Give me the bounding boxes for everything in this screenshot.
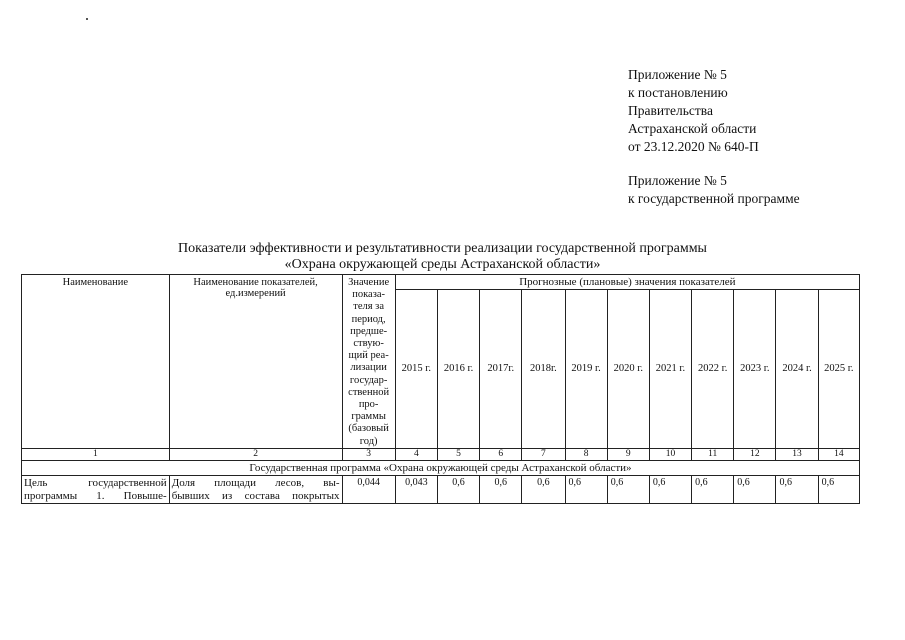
header-base-line: теля за [353,301,384,313]
appendix-line: к постановлению [628,85,728,100]
header-year: 2020 г. [607,290,649,449]
header-base-line: лизации [350,362,387,374]
header-year: 2024 г. [776,290,818,449]
row-value: 0,6 [734,475,776,503]
row-goal [22,475,170,503]
row-value: 0,6 [649,475,691,503]
row-indicator-line: Доля площади лесов, вы- [171,476,340,489]
row-value: 0,6 [692,475,734,503]
column-number: 13 [776,448,818,460]
document-title: Показатели эффективности и результативности реализации государственной программы [178,241,707,256]
header-base-line: (базовый [348,423,389,435]
row-indicator [169,475,342,503]
header-year: 2018г. [522,290,565,449]
appendix-line: Правительства [628,103,713,118]
header-base-line: ствую- [353,338,384,350]
column-number: 8 [565,448,607,460]
header-year: 2021 г. [649,290,691,449]
column-number: 7 [522,448,565,460]
header-year: 2019 г. [565,290,607,449]
header-base-line: год) [359,435,378,447]
column-number: 11 [692,448,734,460]
row-value: 0,6 [607,475,649,503]
header-base-line: граммы [351,411,386,423]
header-row [22,275,860,290]
column-number: 6 [480,448,522,460]
header-name: Наименование [22,275,170,449]
header-year: 2017г. [480,290,522,449]
row-value: 0,6 [437,475,479,503]
column-number: 12 [734,448,776,460]
row-value: 0,6 [522,475,565,503]
header-base-line: про- [358,399,379,411]
column-number: 1 [22,448,170,460]
appendix-line: Приложение № 5 [628,173,727,188]
appendix-line: к государственной программе [628,191,800,206]
program-row [22,460,860,475]
column-number: 14 [818,448,859,460]
header-year: 2015 г. [395,290,437,449]
row-goal-line: программы 1. Повыше- [24,489,167,502]
row-goal-line: Цель государственной [24,476,167,489]
column-number: 5 [437,448,479,460]
header-base-line: период, [351,313,386,325]
appendix-program-header [628,172,800,208]
header-base-line: щий реа- [348,350,389,362]
row-base-value: 0,044 [342,475,395,503]
row-indicator-line: бывших из состава покрытых [171,489,340,502]
header-base-line: показа- [352,289,386,301]
header-indicator: Наименование показателей, ед.измерений [169,275,342,449]
row-value: 0,043 [395,475,437,503]
header-base-line: Значение [348,277,390,288]
header-base-line: ственной [348,386,390,398]
column-number: 9 [607,448,649,460]
appendix-line: Астраханской области [628,121,757,136]
table-row [22,475,860,503]
program-name: Государственная программа «Охрана окружающей среды Астраханской области» [22,460,860,475]
column-number: 3 [342,448,395,460]
header-base-line: государ- [349,374,388,386]
header-base-line: предше- [350,325,388,337]
column-number-row [22,448,860,460]
appendix-line: от 23.12.2020 № 640-П [628,139,759,154]
scan-speck [86,18,88,20]
header-year: 2023 г. [734,290,776,449]
appendix-line: Приложение № 5 [628,67,727,82]
header-forecast: Прогнозные (плановые) значения показателей [395,275,859,290]
row-value: 0,6 [565,475,607,503]
header-year: 2025 г. [818,290,859,449]
column-number: 2 [169,448,342,460]
header-year: 2022 г. [692,290,734,449]
row-value: 0,6 [480,475,522,503]
header-base-value [342,275,395,449]
column-number: 10 [649,448,691,460]
appendix-header [628,66,759,156]
column-number: 4 [395,448,437,460]
header-year: 2016 г. [437,290,479,449]
indicators-table [21,274,860,504]
document-subtitle: «Охрана окружающей среды Астраханской области» [284,257,601,272]
row-value: 0,6 [776,475,818,503]
row-value: 0,6 [818,475,859,503]
